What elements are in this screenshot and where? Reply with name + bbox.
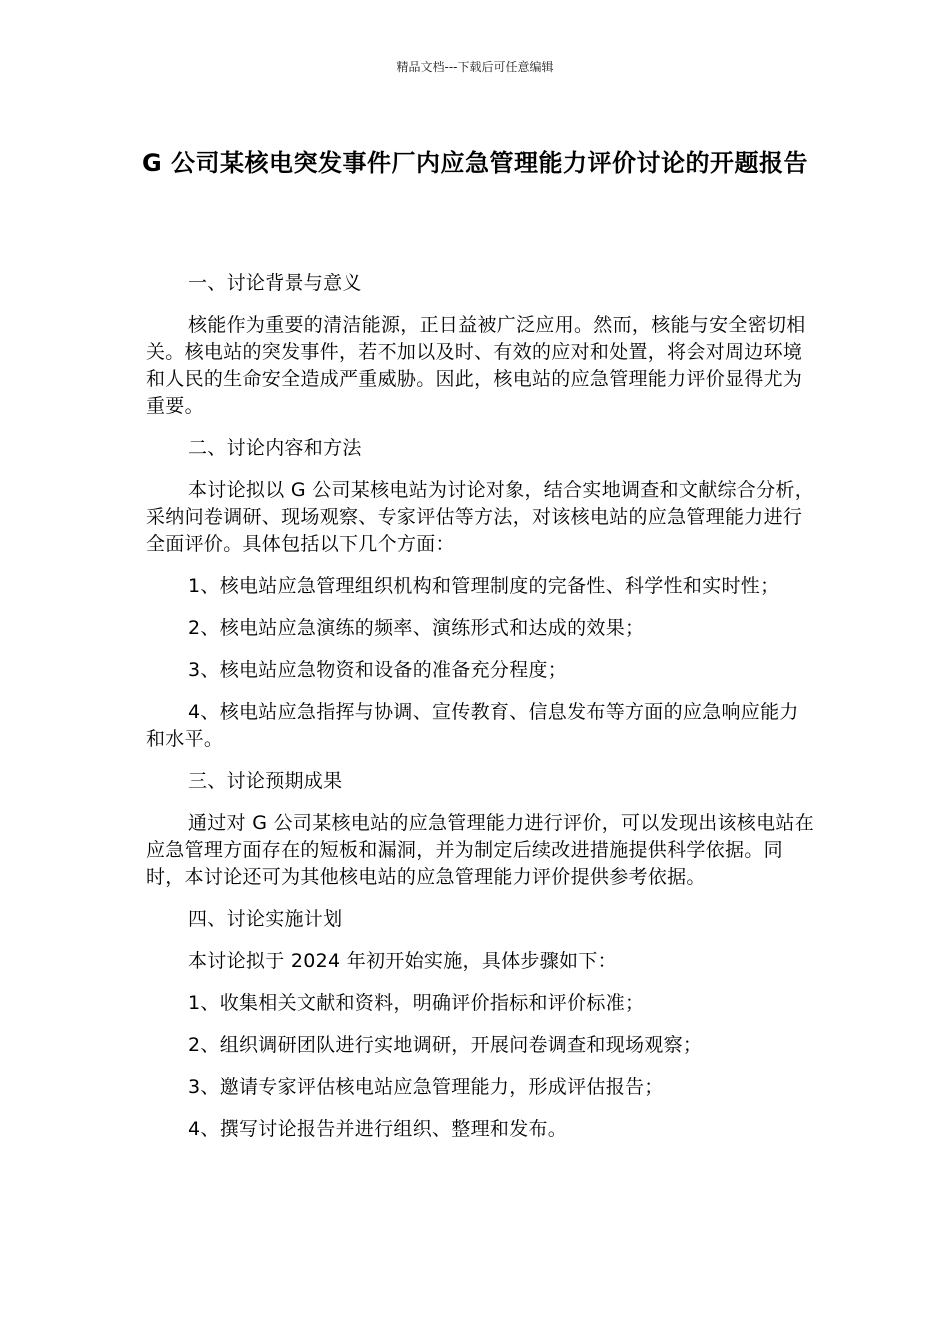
page-header-note: 精品文档---下载后可任意编辑 bbox=[396, 60, 554, 74]
list-item: 2、组织调研团队进行实地调研，开展问卷调查和现场观察； bbox=[188, 1034, 703, 1056]
list-item: 4、核电站应急指挥与协调、宣传教育、信息发布等方面的应急响应能力和水平。 bbox=[146, 701, 799, 750]
list-item: 4、撰写讨论报告并进行组织、整理和发布。 bbox=[188, 1118, 568, 1140]
list-item: 1、收集相关文献和资料，明确评价指标和评价标准； bbox=[188, 992, 645, 1014]
paragraph-expected-results: 通过对 G 公司某核电站的应急管理能力进行评价，可以发现出该核电站在应急管理方面存在的短板和漏洞，并为制定后续改进措施提供科学依据。同时，本讨论还可为其他核电站的应急管理能力评价提供参考依据。 bbox=[146, 812, 815, 888]
document-title: G 公司某核电突发事件厂内应急管理能力评价讨论的开题报告 bbox=[141, 149, 809, 177]
list-item: 2、核电站应急演练的频率、演练形式和达成的效果； bbox=[188, 617, 645, 639]
document-body bbox=[146, 270, 814, 1158]
section-heading-background: 一、讨论背景与意义 bbox=[188, 272, 362, 294]
section-heading-content-methods: 二、讨论内容和方法 bbox=[188, 437, 362, 459]
list-item: 3、核电站应急物资和设备的准备充分程度； bbox=[188, 659, 568, 681]
paragraph-implementation-plan: 本讨论拟于 2024 年初开始实施，具体步骤如下： bbox=[188, 950, 617, 972]
section-heading-expected-results: 三、讨论预期成果 bbox=[188, 770, 343, 792]
section-heading-implementation-plan: 四、讨论实施计划 bbox=[188, 908, 343, 930]
list-item: 3、邀请专家评估核电站应急管理能力，形成评估报告； bbox=[188, 1076, 664, 1098]
paragraph-background: 核能作为重要的清洁能源，正日益被广泛应用。然而，核能与安全密切相关。核电站的突发事件，若不加以及时、有效的应对和处置，将会对周边环境和人民的生命安全造成严重威胁。因此，核电站的应急管理能力评价显得尤为重要。 bbox=[146, 314, 806, 417]
list-item: 1、核电站应急管理组织机构和管理制度的完备性、科学性和实时性； bbox=[188, 575, 780, 597]
paragraph-content-methods: 本讨论拟以 G 公司某核电站为讨论对象，结合实地调查和文献综合分析，采纳问卷调研、现场观察、专家评估等方法，对该核电站的应急管理能力进行全面评价。具体包括以下几个方面： bbox=[146, 479, 815, 555]
